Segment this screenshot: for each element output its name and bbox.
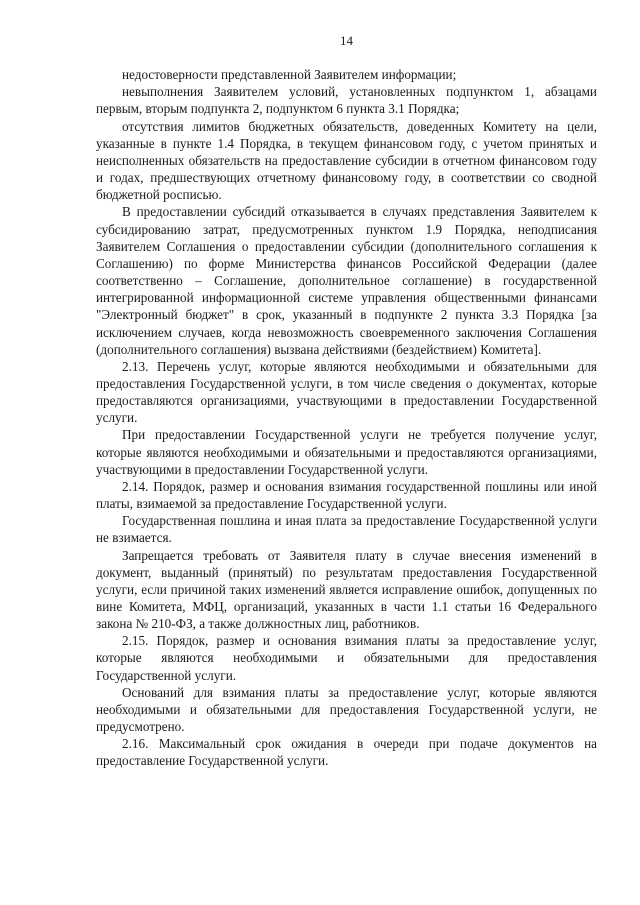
paragraph-section-2-13: 2.13. Перечень услуг, которые являются необходимыми и обязательными для предоставления Государственной услуги, в том числе сведения о документах, которые предоставляются организациями, участвующими в предоставлении Государственной услуги.: [96, 358, 597, 426]
paragraph-no-budget-limits: отсутствия лимитов бюджетных обязательств, доведенных Комитету на цели, указанные в пункте 1.4 Порядка, в текущем финансовом году, с учетом принятых и неисполненных обязательств на предоставление субсидии в отчетном финансовом году и годах, предшествующих отчетному финансовому году, в соответствии со сводной бюджетной росписью.: [96, 118, 597, 203]
paragraph-section-2-14: 2.14. Порядок, размер и основания взимания государственной пошлины или иной платы, взимаемой за предоставление Государственной услуги.: [96, 478, 597, 512]
paragraph-fee-prohibited: Запрещается требовать от Заявителя плату в случае внесения изменений в документ, выданный (принятый) по результатам предоставления Государственной услуги, если причиной таких изменений является исправление ошибок, допущенных по вине Комитета, МФЦ, организаций, указанных в части 1.1 статьи 16 Федерального закона № 210-ФЗ, а также должностных лиц, работников.: [96, 547, 597, 632]
paragraph-conditions-not-met: невыполнения Заявителем условий, установленных подпунктом 1, абзацами первым, вторым подпункта 2, подпунктом 6 пункта 3.1 Порядка;: [96, 84, 597, 117]
paragraph-no-fee: Государственная пошлина и иная плата за предоставление Государственной услуги не взимается.: [96, 513, 597, 546]
paragraph-unreliable-info: недостоверности представленной Заявителем информации;: [122, 67, 457, 83]
paragraph-no-required-services: При предоставлении Государственной услуги не требуется получение услуг, которые являются необходимыми и обязательными и предоставляются организациями, участвующими в предоставлении Государственной услуги.: [96, 427, 597, 477]
paragraph-section-2-16: 2.16. Максимальный срок ожидания в очереди при подаче документов на предоставление Государственной услуги.: [96, 736, 597, 769]
paragraph-no-fee-grounds: Оснований для взимания платы за предоставление услуг, которые являются необходимыми и обязательными для предоставления Государственной услуги, не предусмотрено.: [96, 684, 597, 735]
paragraph-section-2-15: 2.15. Порядок, размер и основания взимания платы за предоставление услуг, которые являются необходимыми и обязательными для предоставления Государственной услуги.: [96, 633, 597, 683]
paragraph-subsidy-refusal: В предоставлении субсидий отказывается в случаях представления Заявителем к субсидированию затрат, предусмотренных пунктом 1.9 Порядка, неподписания Заявителем Соглашения о предоставлении субсидии (дополнительного соглашения к Соглашению) по форме Министерства финансов Российской Федерации (далее соответственно – Соглашение, дополнительное соглашение) в государственной интегрированной информационной системе управления общественными финансами "Электронный бюджет" в срок, указанный в подпункте 2 пункта 3.3 Порядка [за исключением случаев, когда невозможность своевременного заключения Соглашения (дополнительного соглашения) вызвана действиями (бездействием) Комитета].: [96, 204, 597, 357]
page-number: 14: [340, 33, 353, 48]
